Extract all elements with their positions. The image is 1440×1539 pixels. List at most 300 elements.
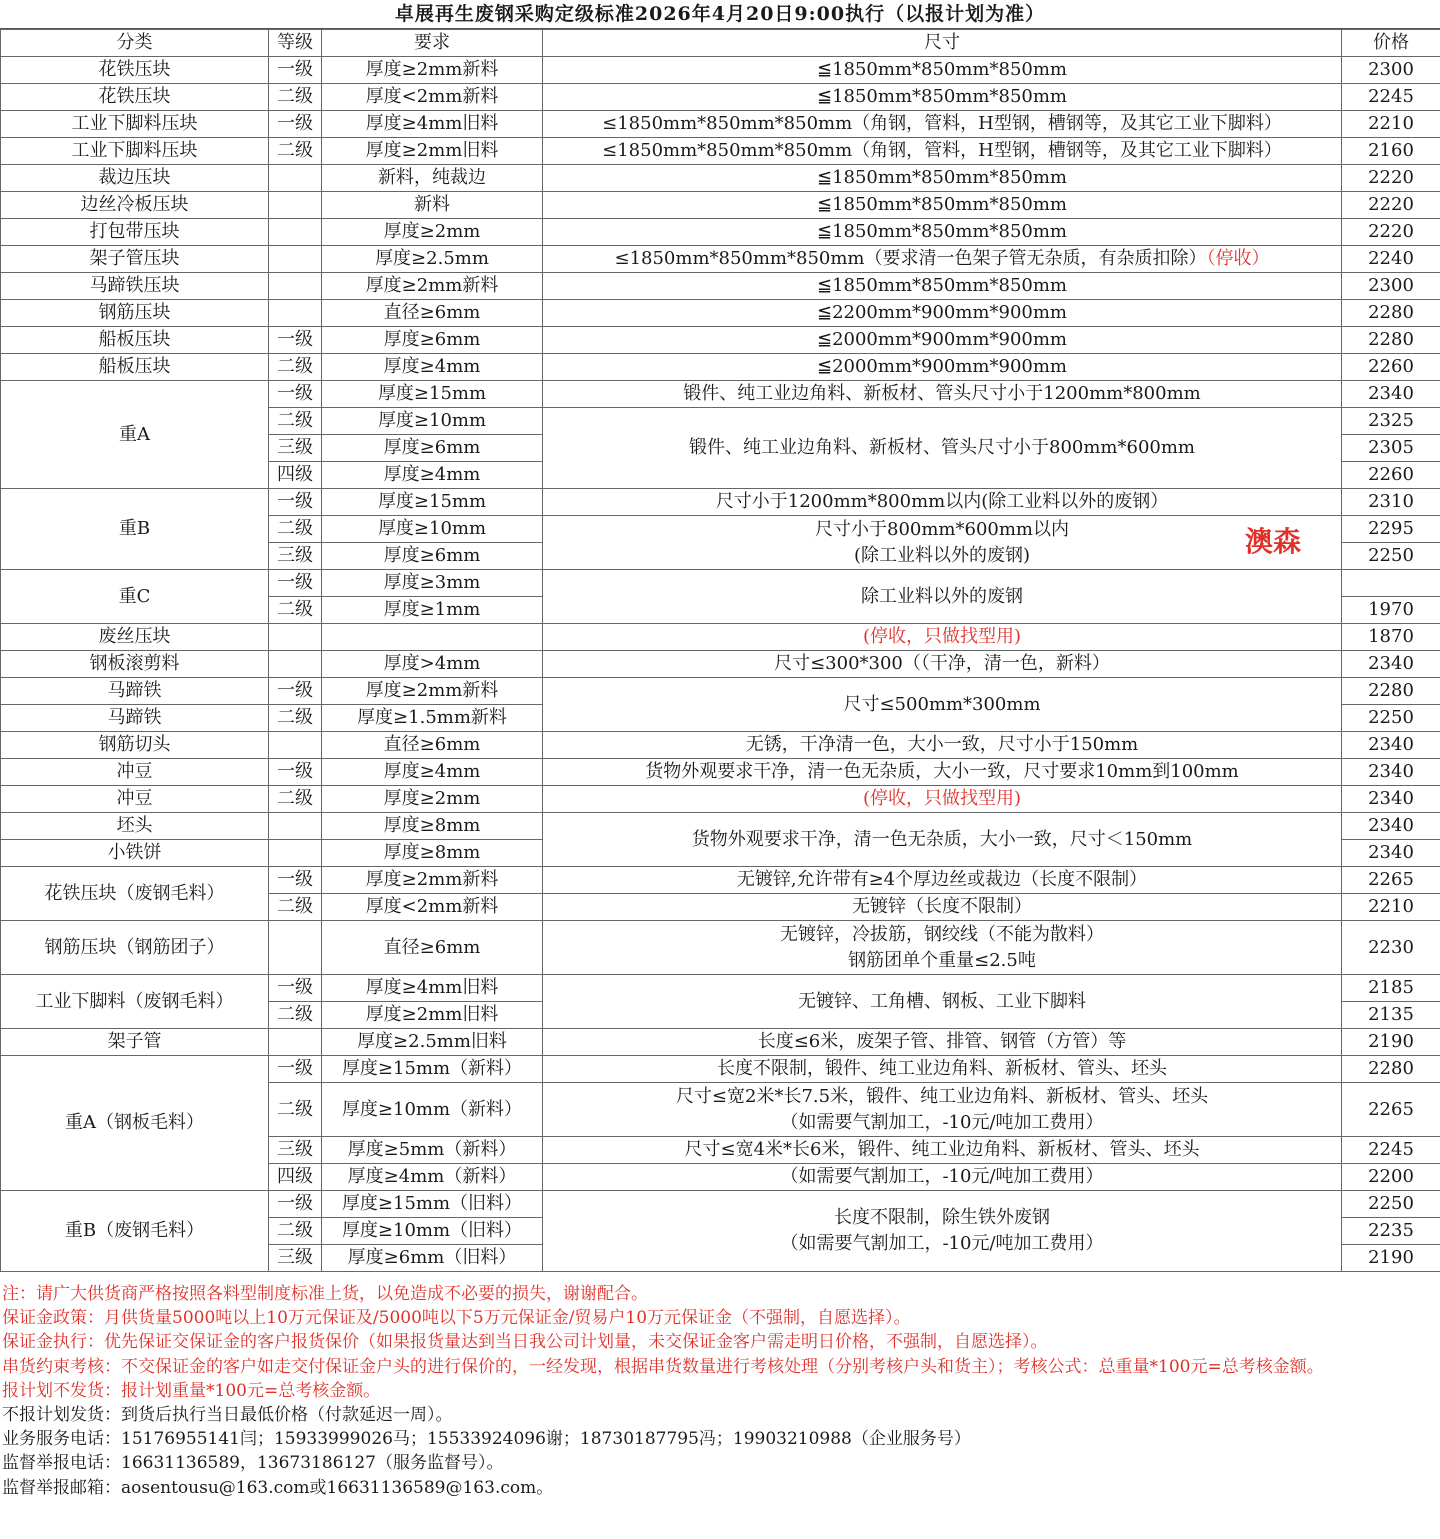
category-header-text: 分类 [116,32,153,53]
size-cell [543,489,1342,516]
price-cell-text: 2190 [1368,1247,1414,1268]
size-header [543,30,1342,57]
note-line: 保证金执行：优先保证交保证金的客户报货保价（如果报货量达到当日我公司计划量，未交保证金客户需走明日价格，不强制，自愿选择）。 [2,1332,1048,1353]
requirement-cell [322,1083,543,1137]
grade-cell [269,435,322,462]
requirement-cell [322,219,543,246]
price-cell-text: 2280 [1368,302,1414,323]
price-cell [1342,165,1440,192]
price-cell [1342,192,1440,219]
size-cell [543,651,1342,678]
size-cell [543,273,1342,300]
category-cell-text: 坯头 [116,815,153,836]
size-cell [543,1083,1342,1137]
requirement-cell [322,624,543,651]
price-cell-text: 2340 [1368,653,1414,674]
requirement-cell-text: 厚度≥3mm [383,572,481,593]
requirement-cell-text: 厚度≥10mm [377,518,487,539]
size-cell-text: (停收，只做找型用) [862,626,1022,647]
price-cell-text: 2305 [1368,437,1414,458]
size-cell-text: 长度≤6米，废架子管、排管、钢管（方管）等 [757,1031,1127,1052]
note-line: 业务服务电话：15176955141闫；15933999026马；15533924096谢；18730187795冯；19903210988（企业服务号） [2,1429,971,1450]
category-cell-text: 架子管 [107,1031,162,1052]
requirement-cell [322,381,543,408]
size-cell-text: ≦1850mm*850mm*850mm [816,275,1067,296]
size-cell-text: ≦1850mm*850mm*850mm [816,167,1067,188]
price-cell [1342,840,1440,867]
price-cell-text: 2190 [1368,1031,1414,1052]
note-line: 保证金政策：月供货量5000吨以上10万元保证及/5000吨以下5万元保证金/贸易户10万元保证金（不强制，自愿选择）。 [2,1308,911,1329]
requirement-cell-text: 新料 [414,194,450,215]
grade-cell-text: 一级 [277,977,313,998]
category-cell [1,354,269,381]
category-cell [1,219,269,246]
grade-cell [269,705,322,732]
requirement-cell-text: 厚度≥6mm [383,545,481,566]
price-header-text: 价格 [1373,32,1409,53]
grade-cell [269,1245,322,1272]
requirement-cell-text: 厚度≥10mm（新料） [341,1098,523,1120]
size-cell [543,732,1342,759]
requirement-cell-text: 厚度≥8mm [383,842,481,863]
grade-cell [269,408,322,435]
price-cell [1342,138,1440,165]
size-cell-text: 尺寸≤宽4米*长6米，锻件、纯工业边角料、新板材、管头、坯头 [684,1139,1200,1160]
category-cell-text: 马蹄铁压块 [89,275,180,296]
cell-line: 尺寸小于800mm*600mm以内 [815,518,1069,540]
requirement-cell [322,246,543,273]
table-row [1,111,1440,138]
price-cell [1342,1191,1440,1218]
requirement-cell [322,813,543,840]
price-cell-text: 2300 [1368,275,1414,296]
cell-line: 尺寸≤宽2米*长7.5米，锻件、纯工业边角料、新板材、管头、坯头 [675,1085,1209,1107]
category-cell-text: 工业下脚料压块 [71,140,198,161]
grade-cell [269,354,322,381]
requirement-cell-text: 厚度≥2.5mm旧料 [357,1031,507,1052]
category-cell-text: 船板压块 [98,329,171,350]
requirement-cell [322,300,543,327]
price-cell-text: 2250 [1368,545,1414,566]
requirement-cell [322,759,543,786]
price-cell [1342,759,1440,786]
size-cell-text: 无锈，干净清一色，大小一致，尺寸小于150mm [745,734,1139,755]
price-cell [1342,921,1440,975]
category-cell [1,300,269,327]
requirement-cell-text: 新料，纯裁边 [378,167,486,188]
price-cell-text: 2265 [1368,1098,1414,1120]
grade-cell-text: 一级 [277,491,313,512]
category-cell [1,840,269,867]
price-cell [1342,867,1440,894]
size-cell-text: 锻件、纯工业边角料、新板材、管头尺寸小于1200mm*800mm [683,383,1201,404]
price-cell [1342,570,1440,597]
grade-cell [269,516,322,543]
grade-cell-text: 四级 [277,1166,313,1187]
requirement-cell-text: 厚度≥10mm [377,410,487,431]
grade-header-text: 等级 [277,32,313,53]
category-cell-text: 花铁压块 [98,86,171,107]
category-cell [1,867,269,921]
requirement-cell [322,705,543,732]
price-cell-text: 2135 [1368,1004,1414,1025]
grade-cell-text: 三级 [277,1139,313,1160]
size-cell [543,57,1342,84]
grade-cell [269,786,322,813]
price-cell-text: 2340 [1368,815,1414,836]
grade-cell [269,489,322,516]
requirement-cell [322,1245,543,1272]
category-cell-text: 重A [119,423,150,445]
price-cell-text: 2340 [1368,734,1414,755]
size-cell-text: 无镀锌、工角槽、钢板、工业下脚料 [798,990,1086,1012]
cell-line: 无镀锌，冷拔筋，钢绞线（不能为散料） [780,923,1104,945]
size-cell [543,570,1342,624]
requirement-cell-text: 直径≥6mm [383,302,481,323]
size-cell-text: ≦1850mm*850mm*850mm [816,59,1067,80]
table-row [1,786,1440,813]
requirement-cell-text: 厚度≥2.5mm [375,248,489,269]
requirement-cell-text: 厚度≥2mm旧料 [365,1004,499,1025]
size-cell [543,678,1342,732]
sheet-title: 卓展再生废钢采购定级标准2026年4月20日9:00执行（以报计划为准） [0,0,1440,29]
category-cell-text: 重B（废钢毛料） [64,1220,205,1241]
grade-cell-text: 二级 [277,599,313,620]
grade-cell [269,813,322,840]
table-row [1,975,1440,1002]
price-cell [1342,705,1440,732]
requirement-cell-text: 厚度≥15mm（旧料） [341,1193,523,1214]
size-cell-text: ≦1850mm*850mm*850mm [816,221,1067,242]
grade-cell-text: 一级 [277,680,313,701]
table-row [1,489,1440,516]
grade-cell [269,57,322,84]
price-cell-text: 2310 [1368,491,1414,512]
category-cell [1,381,269,489]
grade-cell [269,327,322,354]
table-row [1,30,1440,57]
requirement-cell-text: 厚度≥4mm旧料 [365,977,499,998]
size-cell [543,1056,1342,1083]
table-row [1,1029,1440,1056]
requirement-cell-text: 厚度≥15mm [377,383,487,404]
price-cell [1342,273,1440,300]
size-cell [543,354,1342,381]
price-cell [1342,516,1440,543]
grade-cell-text: 二级 [277,1004,313,1025]
category-cell-text: 工业下脚料（废钢毛料） [35,990,234,1012]
cell-line: 长度不限制，除生铁外废钢 [834,1207,1050,1228]
requirement-cell [322,192,543,219]
grade-cell-text: 一级 [277,869,313,890]
grade-cell [269,840,322,867]
category-cell [1,327,269,354]
category-cell [1,786,269,813]
size-cell [543,894,1342,921]
size-cell [543,111,1342,138]
price-cell [1342,1137,1440,1164]
category-cell [1,921,269,975]
size-cell [543,921,1342,975]
size-cell [543,408,1342,489]
grade-cell-text: 一级 [277,383,313,404]
price-cell-text: 2280 [1368,329,1414,350]
price-cell [1342,894,1440,921]
price-cell [1342,1029,1440,1056]
grade-cell [269,381,322,408]
grade-cell [269,1218,322,1245]
requirement-header [322,30,543,57]
price-cell [1342,354,1440,381]
requirement-cell-text: 厚度≥1mm [383,599,481,620]
category-cell-text: 钢筋压块（钢筋团子） [44,936,225,958]
grade-cell [269,462,322,489]
size-cell [543,246,1342,273]
requirement-cell [322,1002,543,1029]
requirement-header-text: 要求 [414,32,450,53]
requirement-cell [322,354,543,381]
size-cell [543,813,1342,867]
size-cell [543,975,1342,1029]
table-row [1,192,1440,219]
price-header [1342,30,1440,57]
stop-receiving-label: （停收） [1206,248,1270,269]
table-row [1,1056,1440,1083]
category-cell-text: 边丝冷板压块 [80,194,189,215]
price-cell-text: 2160 [1368,140,1414,161]
grade-cell-text: 二级 [277,1098,313,1120]
category-cell [1,732,269,759]
grade-cell [269,1083,322,1137]
size-cell [543,624,1342,651]
requirement-cell [322,408,543,435]
price-cell-text: 2340 [1368,788,1414,809]
price-table [0,29,1440,1272]
price-cell [1342,624,1440,651]
price-cell-text: 2185 [1368,977,1414,998]
size-cell-text: 货物外观要求干净，清一色无杂质，大小一致，尺寸＜150mm [691,828,1193,850]
category-cell-text: 冲豆 [116,761,153,782]
size-cell [543,84,1342,111]
price-cell [1342,381,1440,408]
price-cell-text: 2240 [1368,248,1414,269]
price-cell-text: 2210 [1368,113,1414,134]
category-cell [1,1056,269,1191]
price-cell [1342,651,1440,678]
grade-cell [269,138,322,165]
category-cell [1,165,269,192]
grade-cell [269,651,322,678]
price-cell-text: 2300 [1368,59,1414,80]
price-cell [1342,57,1440,84]
category-cell [1,678,269,705]
notes-section [2,1282,1436,1500]
size-cell [543,381,1342,408]
requirement-cell [322,84,543,111]
price-cell [1342,327,1440,354]
category-cell [1,759,269,786]
note-line: 监督举报邮箱：aosentousu@163.com或16631136589@163.com。 [2,1477,554,1498]
grade-cell [269,1164,322,1191]
grade-cell-text: 一级 [277,113,313,134]
category-cell [1,111,269,138]
grade-cell-text: 一级 [277,572,313,593]
requirement-cell [322,1218,543,1245]
category-cell [1,57,269,84]
table-row [1,921,1440,975]
category-cell [1,1029,269,1056]
table-row [1,219,1440,246]
requirement-cell-text: 厚度≥15mm [377,491,487,512]
size-cell-text: 无镀锌,允许带有≥4个厚边丝或裁边（长度不限制） [736,869,1148,890]
table-row [1,624,1440,651]
grade-cell [269,300,322,327]
category-cell [1,192,269,219]
note-line: 不报计划发货：到货后执行当日最低价格（付款延迟一周）。 [2,1405,453,1426]
table-row [1,57,1440,84]
table-row [1,570,1440,597]
requirement-cell [322,570,543,597]
price-table-body [1,30,1440,1272]
size-cell-text: 无镀锌（长度不限制） [852,896,1032,917]
size-cell-text: 锻件、纯工业边角料、新板材、管头尺寸小于800mm*600mm [689,437,1195,458]
requirement-cell-text: 厚度≥2mm新料 [365,275,499,296]
price-cell [1342,1245,1440,1272]
price-cell-text: 2280 [1368,680,1414,701]
table-row [1,84,1440,111]
requirement-cell-text: 直径≥6mm [383,936,481,958]
grade-cell [269,624,322,651]
grade-cell-text: 二级 [277,1220,313,1241]
requirement-cell [322,435,543,462]
price-cell [1342,1083,1440,1137]
price-cell-text: 2340 [1368,383,1414,404]
note-line: 串货约束考核：不交保证金的客户如走交付保证金户头的进行保价的，一经发现，根据串货数量进行考核处理（分别考核户头和货主）；考核公式：总重量*100元=总考核金额。 [2,1356,1324,1377]
cell-line: 钢筋团单个重量≤2.5吨 [848,949,1036,971]
category-cell-text: 重B [118,518,151,539]
requirement-cell [322,57,543,84]
price-cell [1342,975,1440,1002]
grade-cell-text: 二级 [277,140,313,161]
size-cell-text: ≤1850mm*850mm*850mm（角钢，管料，H型钢，槽钢等，及其它工业下脚料） [602,140,1282,161]
category-cell-text: 花铁压块（废钢毛料） [44,882,225,904]
category-cell-text: 马蹄铁 [107,707,162,728]
table-row [1,381,1440,408]
note-line: 监督举报电话：16631136589，13673186127（服务监督号）。 [2,1453,504,1474]
price-cell [1342,84,1440,111]
requirement-cell [322,840,543,867]
category-cell [1,84,269,111]
requirement-cell-text: 厚度>4mm [383,653,481,674]
price-cell-text: 2250 [1368,707,1414,728]
price-cell [1342,732,1440,759]
grade-cell [269,597,322,624]
grade-header [269,30,322,57]
grade-cell-text: 二级 [277,707,313,728]
size-header-text: 尺寸 [924,32,960,53]
size-cell [543,867,1342,894]
price-cell [1342,678,1440,705]
table-row [1,867,1440,894]
price-cell-text: 2230 [1368,936,1414,958]
table-row [1,759,1440,786]
grade-cell-text: 三级 [277,1247,313,1268]
price-cell [1342,408,1440,435]
requirement-cell-text: 厚度≥2mm [383,221,481,242]
table-row [1,273,1440,300]
price-cell [1342,246,1440,273]
grade-cell [269,192,322,219]
requirement-cell [322,1137,543,1164]
grade-cell [269,867,322,894]
requirement-cell [322,1029,543,1056]
price-cell-text: 1970 [1368,599,1414,620]
category-header [1,30,269,57]
grade-cell [269,84,322,111]
table-row [1,1191,1440,1218]
grade-cell [269,1029,322,1056]
grade-cell-text: 一级 [277,1193,313,1214]
price-cell-text: 2210 [1368,896,1414,917]
requirement-cell [322,894,543,921]
category-cell [1,138,269,165]
requirement-cell-text: 厚度≥10mm（旧料） [341,1220,523,1241]
price-cell [1342,786,1440,813]
requirement-cell-text: 厚度≥15mm（新料） [341,1058,523,1079]
category-cell [1,273,269,300]
size-cell [543,138,1342,165]
category-cell [1,624,269,651]
price-cell-text: 1870 [1368,626,1414,647]
category-cell-text: 小铁饼 [107,842,162,863]
size-cell-text: ≤1850mm*850mm*850mm（角钢，管料，H型钢，槽钢等，及其它工业下脚料） [602,113,1282,134]
price-cell [1342,489,1440,516]
size-cell-text: ≦1850mm*850mm*850mm [816,194,1067,215]
size-cell [543,165,1342,192]
table-row [1,246,1440,273]
requirement-cell [322,111,543,138]
grade-cell-text: 二级 [277,788,313,809]
size-cell [543,516,1342,570]
grade-cell [269,246,322,273]
grade-cell [269,543,322,570]
grade-cell [269,759,322,786]
grade-cell-text: 三级 [277,545,313,566]
price-cell-text: 2260 [1368,464,1414,485]
table-row [1,165,1440,192]
grade-cell [269,111,322,138]
price-cell-text: 2220 [1368,221,1414,242]
requirement-cell-text: 厚度≥5mm（新料） [347,1139,517,1160]
table-row [1,651,1440,678]
price-cell [1342,111,1440,138]
price-cell-text: 2220 [1368,194,1414,215]
size-cell-text: 尺寸≤300*300（（干净，清一色，新料） [774,653,1110,674]
grade-cell-text: 二级 [277,410,313,431]
table-row [1,327,1440,354]
grade-cell-text: 一级 [277,329,313,350]
requirement-cell-text: 厚度≥2mm新料 [365,680,499,701]
requirement-cell [322,597,543,624]
price-cell-text: 2295 [1368,518,1414,539]
requirement-cell-text: 厚度≥4mm [383,356,481,377]
requirement-cell-text: 厚度≥2mm新料 [365,59,499,80]
requirement-cell [322,1164,543,1191]
price-cell-text: 2260 [1368,356,1414,377]
note-line: 报计划不发货：报计划重量*100元=总考核金额。 [2,1380,381,1401]
price-cell-text: 2220 [1368,167,1414,188]
cell-line: （如需要气割加工，-10元/吨加工费用） [780,1111,1104,1133]
